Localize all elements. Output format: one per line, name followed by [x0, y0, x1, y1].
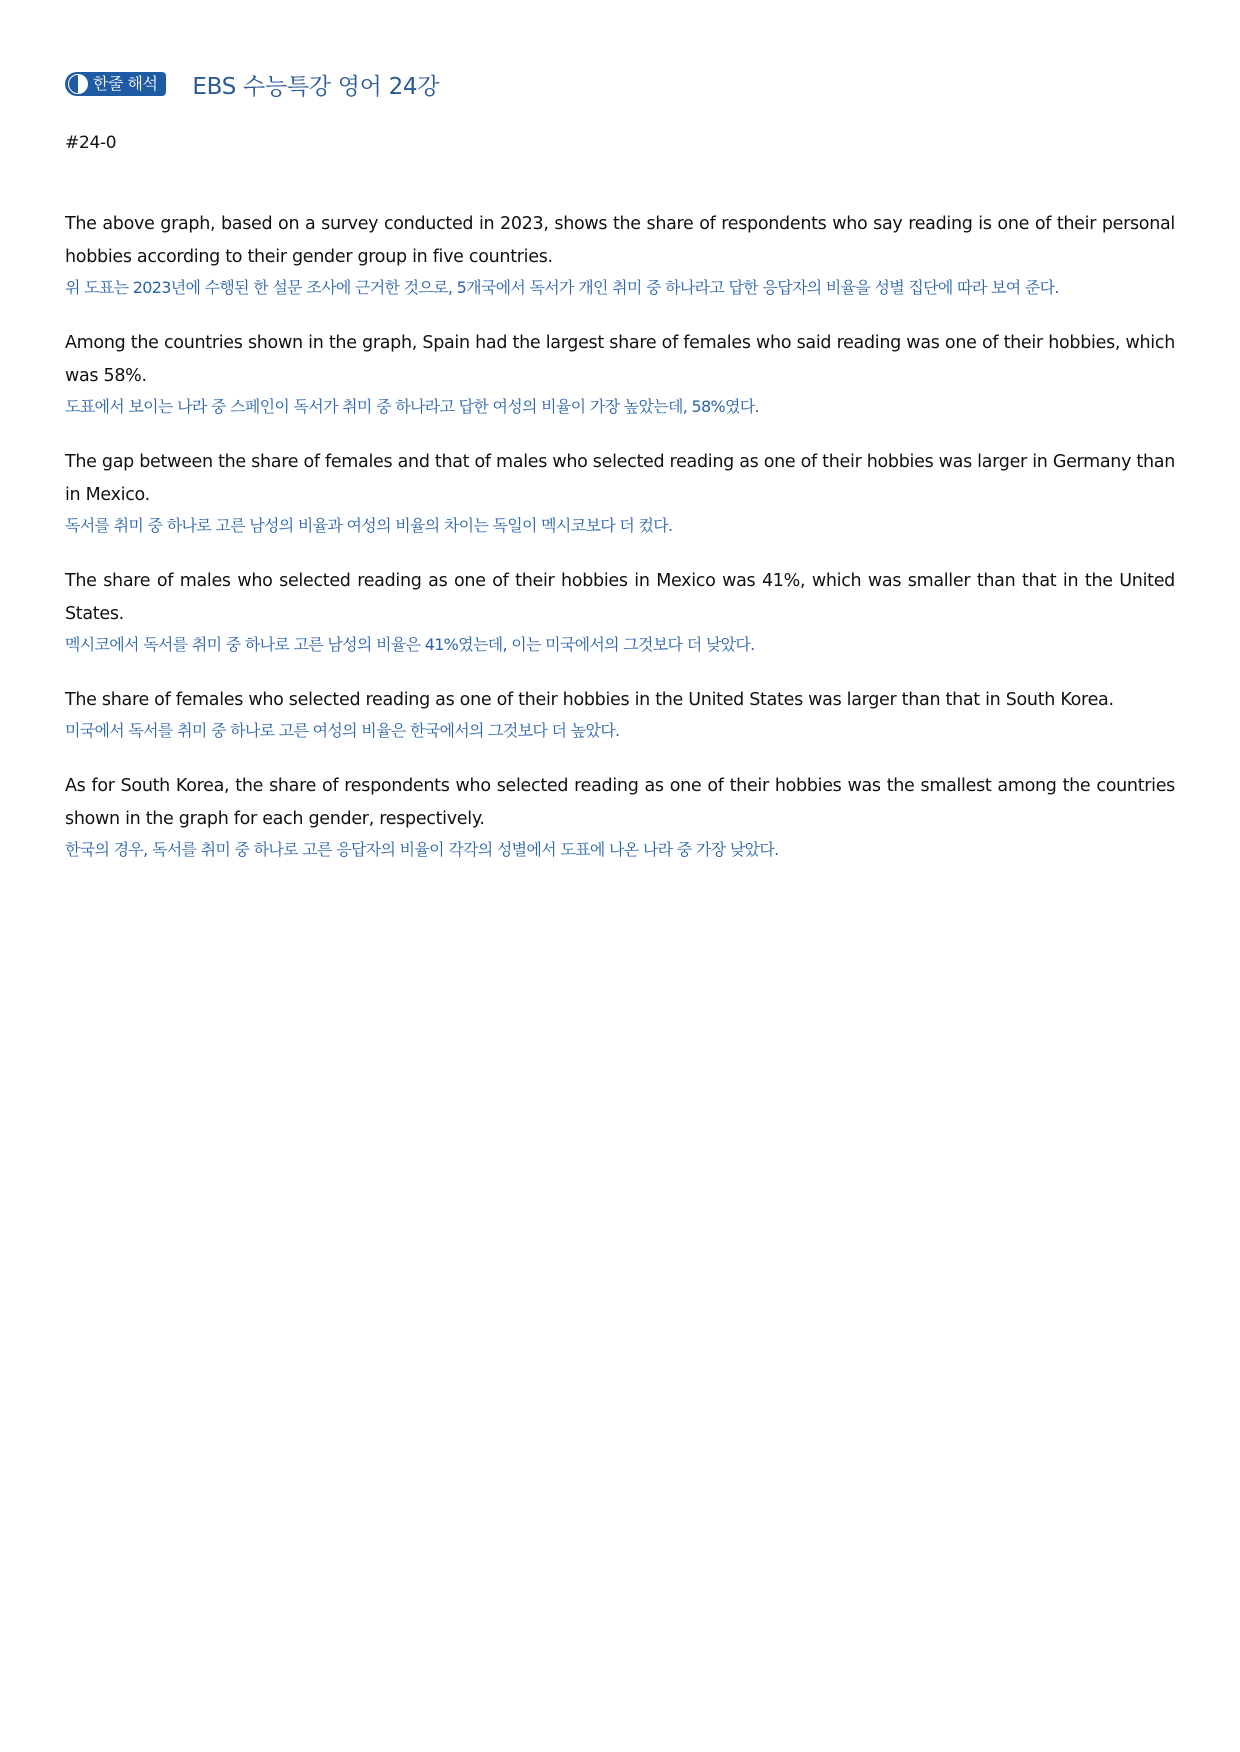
english-sentence: As for South Korea, the share of respondents who selected reading as one of their hobbies was the smallest among the countries shown in the graph for each gender, respectively. [65, 776, 1175, 829]
sentence-pair-6 [65, 770, 1175, 864]
english-sentence: The above graph, based on a survey conducted in 2023, shows the share of respondents who say reading is one of their personal hobbies according to their gender group in five countries. [65, 214, 1175, 267]
korean-translation: 멕시코에서 독서를 취미 중 하나로 고른 남성의 비율은 41%였는데, 이는 미국에서의 그것보다 더 낮았다. [65, 635, 755, 654]
korean-translation: 위 도표는 2023년에 수행된 한 설문 조사에 근거한 것으로, 5개국에서 독서가 개인 취미 중 하나라고 답한 응답자의 비율을 성별 집단에 따라 보여 준다. [65, 278, 1059, 297]
korean-translation: 미국에서 독서를 취미 중 하나로 고른 여성의 비율은 한국에서의 그것보다 더 높았다. [65, 721, 620, 740]
sentence-pair-1 [65, 208, 1175, 302]
section-id: #24-0 [65, 133, 117, 153]
sentence-pair-2 [65, 327, 1175, 421]
english-sentence: The share of females who selected reading as one of their hobbies in the United States was larger than that in South Korea. [65, 690, 1114, 710]
document-page [65, 64, 1175, 889]
badge-label: 한줄 해석 [93, 74, 158, 93]
sentence-pair-3 [65, 446, 1175, 540]
english-sentence: The gap between the share of females and that of males who selected reading as one of their hobbies was larger in Germany than in Mexico. [65, 452, 1175, 505]
sentence-pair-4 [65, 565, 1175, 659]
section-badge [65, 72, 166, 96]
korean-translation: 독서를 취미 중 하나로 고른 남성의 비율과 여성의 비율의 차이는 독일이 멕시코보다 더 컸다. [65, 516, 673, 535]
half-circle-icon [68, 74, 88, 94]
document-header [65, 64, 1175, 104]
sentence-pair-5 [65, 684, 1175, 745]
korean-translation: 도표에서 보이는 나라 중 스페인이 독서가 취미 중 하나라고 답한 여성의 비율이 가장 높았는데, 58%였다. [65, 397, 759, 416]
english-sentence: Among the countries shown in the graph, Spain had the largest share of females who said reading was one of their hobbies, which was 58%. [65, 333, 1175, 386]
korean-translation: 한국의 경우, 독서를 취미 중 하나로 고른 응답자의 비율이 각각의 성별에서 도표에 나온 나라 중 가장 낮았다. [65, 840, 779, 859]
document-title: EBS 수능특강 영어 24강 [192, 73, 440, 100]
english-sentence: The share of males who selected reading as one of their hobbies in Mexico was 41%, which was smaller than that in the United States. [65, 571, 1175, 624]
sentence-list [65, 208, 1175, 864]
